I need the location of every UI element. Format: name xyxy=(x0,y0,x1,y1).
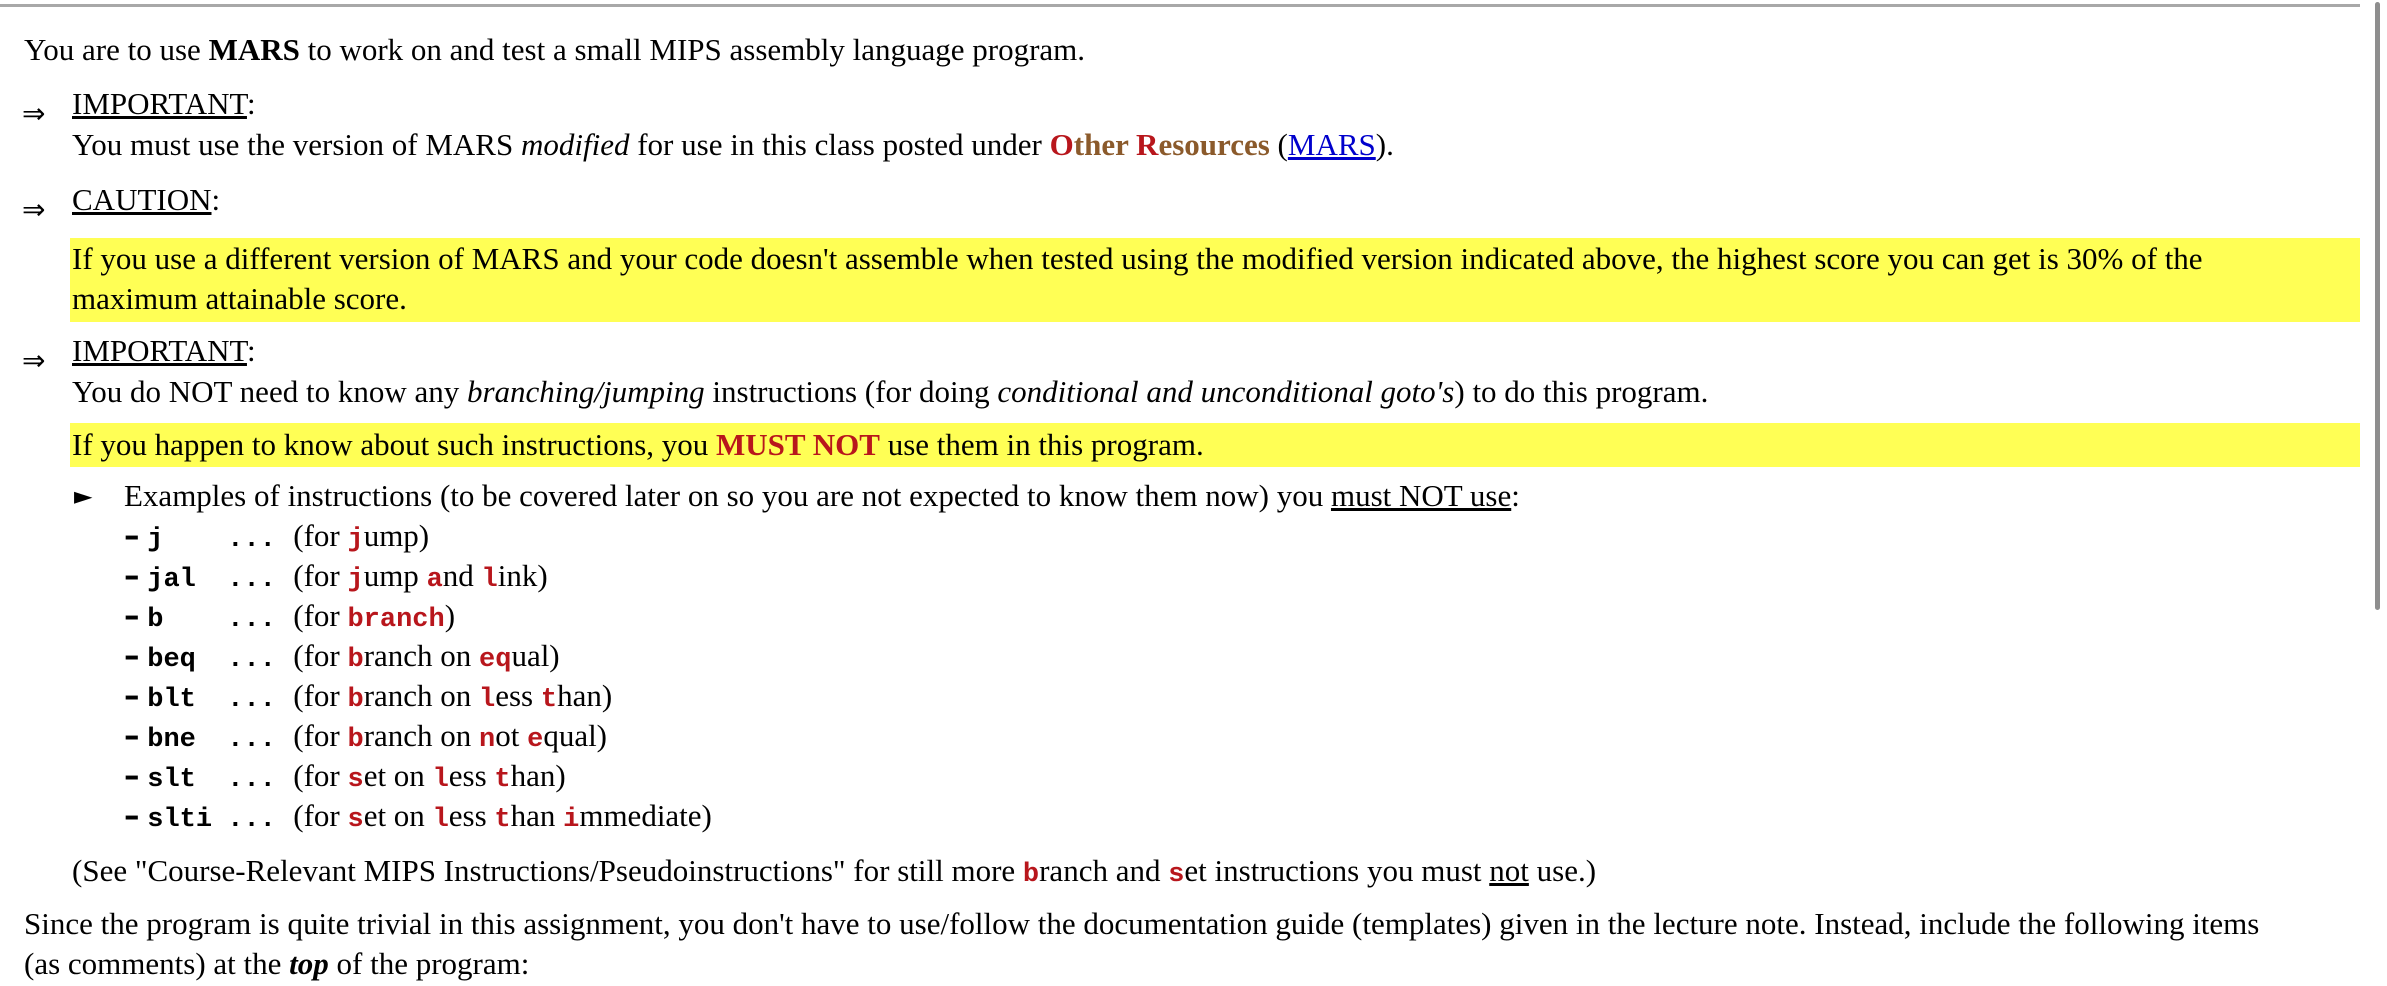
dash-icon: – xyxy=(124,718,140,754)
letter-s: s xyxy=(1168,860,1185,890)
instruction-opcode: slti xyxy=(147,805,213,835)
description-text: mmediate) xyxy=(579,798,712,833)
mnemonic-letter: a xyxy=(426,565,443,595)
closing-line-2 xyxy=(24,946,529,982)
description-text: ual) xyxy=(511,638,560,673)
description-text: et on xyxy=(363,798,433,833)
intro-text: You are to use xyxy=(24,32,209,67)
text-segment: If you happen to know about such instructions, you xyxy=(72,427,717,462)
mnemonic-letter: j xyxy=(347,525,364,555)
text-segment: ranch and xyxy=(1039,853,1169,888)
description-text: (for xyxy=(293,718,348,753)
instruction-opcode: blt xyxy=(147,685,196,715)
must-not-emphasis: MUST NOT xyxy=(716,427,880,462)
paren-close: ). xyxy=(1375,127,1394,162)
arrow-icon: ⇒ xyxy=(22,193,46,226)
colon: : xyxy=(246,86,256,121)
see-also-note xyxy=(72,853,1596,890)
description-text: ) xyxy=(444,598,456,633)
mnemonic-letter: t xyxy=(494,805,511,835)
text-segment: Examples of instructions (to be covered later on so you are not expected to know them now) you xyxy=(124,478,1331,513)
instruction-item xyxy=(124,718,607,755)
instruction-item xyxy=(124,638,560,675)
mnemonic-letter: branch xyxy=(347,605,445,635)
instruction-item xyxy=(124,758,566,795)
instruction-description xyxy=(293,558,547,593)
description-text: (for xyxy=(293,678,348,713)
vertical-scrollbar[interactable] xyxy=(2362,0,2387,986)
description-text: han) xyxy=(557,678,613,713)
description-text: ess xyxy=(448,758,495,793)
dash-icon: – xyxy=(124,638,140,674)
instruction-opcode: b xyxy=(147,605,164,635)
examples-intro xyxy=(124,478,1520,514)
mnemonic-letter: l xyxy=(432,765,449,795)
description-text: et on xyxy=(363,758,433,793)
text-segment: You do NOT need to know any xyxy=(72,374,467,409)
mnemonic-letter: l xyxy=(481,565,498,595)
description-text: ess xyxy=(448,798,495,833)
important-heading-1 xyxy=(72,86,256,122)
description-text: (for xyxy=(293,798,348,833)
mnemonic-letter: e xyxy=(527,725,544,755)
description-text: (for xyxy=(293,558,348,593)
instruction-description xyxy=(293,638,559,673)
description-text: han xyxy=(510,798,564,833)
ellipsis: ... xyxy=(227,525,276,555)
instruction-description xyxy=(293,758,565,793)
text-esources: esources xyxy=(1158,127,1270,162)
dash-icon: – xyxy=(124,558,140,594)
bullet-triangle-icon: ► xyxy=(74,482,93,510)
letter-b: b xyxy=(1022,860,1040,890)
text-segment: (See "Course-Relevant MIPS Instructions/Pseudoinstructions" for still more xyxy=(72,853,1023,888)
instruction-description xyxy=(293,798,712,833)
caution-text-line-2: maximum attainable score. xyxy=(72,281,407,316)
caution-text-line-1: If you use a different version of MARS and your code doesn't assemble when tested using the modified version indicated above, the highest score you can get is 30% of the xyxy=(72,241,2203,276)
instruction-description xyxy=(293,718,607,753)
text-segment: for use in this class posted under xyxy=(629,127,1050,162)
description-text: ranch on xyxy=(363,678,480,713)
colon: : xyxy=(1511,478,1520,513)
colon: : xyxy=(211,182,221,217)
instruction-item xyxy=(124,678,612,715)
important-text-1 xyxy=(72,127,1394,163)
caution-label: CAUTION xyxy=(72,182,212,217)
text-ther: ther xyxy=(1073,127,1137,162)
instruction-opcode: bne xyxy=(147,725,196,755)
instruction-opcode: jal xyxy=(147,565,196,595)
dash-icon: – xyxy=(124,518,140,554)
description-text: ranch on xyxy=(363,638,480,673)
instruction-description xyxy=(293,518,429,553)
instruction-item xyxy=(124,518,429,555)
text-segment: use them in this program. xyxy=(879,427,1204,462)
text-segment: of the program: xyxy=(328,946,530,981)
top-emphasis: top xyxy=(289,946,329,981)
mnemonic-letter: t xyxy=(540,685,558,715)
ellipsis: ... xyxy=(227,805,276,835)
dash-icon: – xyxy=(124,598,140,634)
branching-emphasis: branching/jumping xyxy=(466,374,705,409)
important-label: IMPORTANT xyxy=(72,86,247,121)
ellipsis: ... xyxy=(227,565,276,595)
instruction-item xyxy=(124,798,712,835)
description-text: ump) xyxy=(363,518,430,553)
dash-icon: – xyxy=(124,678,140,714)
mnemonic-letter: b xyxy=(347,725,364,755)
mnemonic-letter: b xyxy=(347,685,364,715)
text-segment: (as comments) at the xyxy=(24,946,290,981)
mnemonic-letter: l xyxy=(479,685,496,715)
description-text: ranch on xyxy=(363,718,480,753)
mnemonic-letter: b xyxy=(347,645,364,675)
important-label: IMPORTANT xyxy=(72,333,247,368)
not-emphasis: not xyxy=(1489,853,1529,888)
instruction-description xyxy=(293,678,612,713)
description-text: (for xyxy=(293,638,348,673)
mnemonic-letter: i xyxy=(563,805,580,835)
ellipsis: ... xyxy=(227,765,276,795)
paren-open: ( xyxy=(1269,127,1288,162)
text-segment: use.) xyxy=(1528,853,1597,888)
modified-emphasis: modified xyxy=(520,127,630,162)
mnemonic-letter: l xyxy=(432,805,449,835)
must-not-use-emphasis: must NOT use xyxy=(1330,478,1512,513)
ellipsis: ... xyxy=(227,725,276,755)
mnemonic-letter: n xyxy=(479,725,496,755)
letter-o: O xyxy=(1049,127,1074,162)
mnemonic-letter: eq xyxy=(479,645,512,675)
instruction-description xyxy=(293,598,455,633)
ellipsis: ... xyxy=(227,645,276,675)
arrow-icon: ⇒ xyxy=(22,97,46,130)
ellipsis: ... xyxy=(227,685,276,715)
description-text: ot xyxy=(495,718,528,753)
description-text: nd xyxy=(442,558,482,593)
dash-icon: – xyxy=(124,798,140,834)
description-text: ess xyxy=(495,678,541,713)
instruction-opcode: j xyxy=(147,525,164,555)
instruction-item xyxy=(124,558,548,595)
instruction-opcode: beq xyxy=(147,645,196,675)
mars-link[interactable]: MARS xyxy=(1287,127,1376,162)
text-segment: ) to do this program. xyxy=(1454,374,1709,409)
text-segment: instructions (for doing xyxy=(704,374,998,409)
closing-line-1: Since the program is quite trivial in this assignment, you don't have to use/follow the documentation guide (templates) given in the lecture note. Instead, include the following items xyxy=(24,906,2260,941)
mnemonic-letter: j xyxy=(347,565,364,595)
description-text: (for xyxy=(293,598,348,633)
scrollbar-thumb[interactable] xyxy=(2375,2,2380,610)
text-segment: et instructions you must xyxy=(1184,853,1490,888)
instruction-opcode: slt xyxy=(147,765,196,795)
top-rule xyxy=(0,4,2360,7)
intro-paragraph xyxy=(24,32,1085,68)
mnemonic-letter: s xyxy=(347,805,364,835)
important-text-2 xyxy=(72,374,1708,410)
ellipsis: ... xyxy=(227,605,276,635)
letter-r: R xyxy=(1136,127,1159,162)
mnemonic-letter: s xyxy=(347,765,364,795)
mars-emphasis: MARS xyxy=(208,32,300,67)
mnemonic-letter: t xyxy=(494,765,511,795)
must-not-text xyxy=(72,427,1204,463)
instruction-item xyxy=(124,598,455,635)
dash-icon: – xyxy=(124,758,140,794)
description-text: (for xyxy=(293,758,348,793)
goto-emphasis: conditional and unconditional goto's xyxy=(997,374,1455,409)
description-text: ink) xyxy=(497,558,548,593)
description-text: ump xyxy=(363,558,427,593)
caution-heading xyxy=(72,182,220,218)
arrow-icon: ⇒ xyxy=(22,344,46,377)
description-text: (for xyxy=(293,518,348,553)
description-text: han) xyxy=(510,758,566,793)
other-resources-label xyxy=(1050,127,1270,162)
intro-text-rest: to work on and test a small MIPS assembly language program. xyxy=(299,32,1086,67)
colon: : xyxy=(246,333,256,368)
text-segment: You must use the version of MARS xyxy=(72,127,521,162)
description-text: qual) xyxy=(543,718,608,753)
important-heading-2 xyxy=(72,333,256,369)
